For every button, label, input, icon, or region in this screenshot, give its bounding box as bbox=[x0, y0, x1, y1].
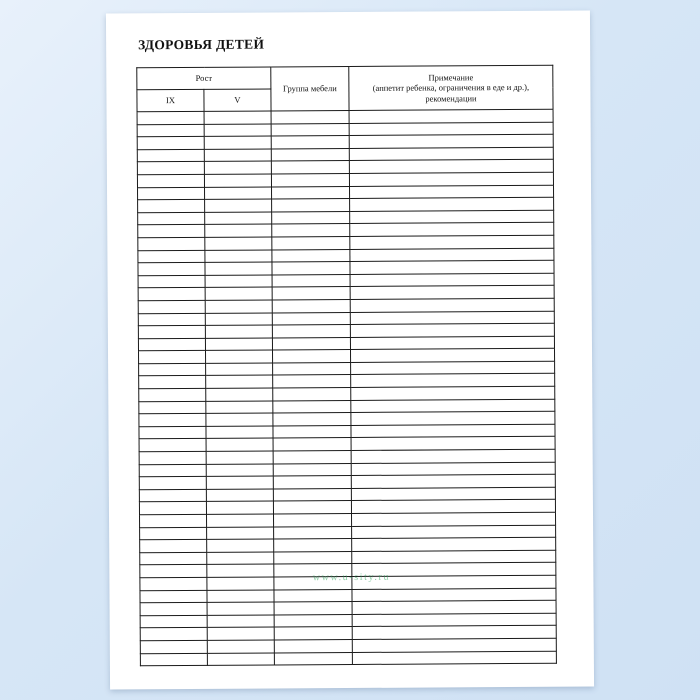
cell-note[interactable] bbox=[350, 336, 554, 350]
cell-growth-ix[interactable] bbox=[140, 590, 207, 603]
cell-growth-v[interactable] bbox=[207, 627, 274, 640]
cell-growth-v[interactable] bbox=[206, 413, 273, 426]
cell-growth-ix[interactable] bbox=[137, 174, 204, 187]
cell-growth-v[interactable] bbox=[207, 564, 274, 577]
cell-note[interactable] bbox=[349, 172, 553, 186]
column-header-note bbox=[349, 65, 553, 110]
cell-note[interactable] bbox=[352, 651, 556, 665]
cell-furniture-group[interactable] bbox=[273, 375, 351, 388]
cell-growth-ix[interactable] bbox=[140, 552, 207, 565]
cell-growth-v[interactable] bbox=[204, 161, 271, 174]
cell-note[interactable] bbox=[350, 235, 554, 249]
cell-furniture-group[interactable] bbox=[272, 312, 350, 325]
cell-growth-v[interactable] bbox=[206, 501, 273, 514]
cell-growth-ix[interactable] bbox=[137, 149, 204, 162]
cell-furniture-group[interactable] bbox=[272, 325, 350, 338]
cell-growth-ix[interactable] bbox=[138, 288, 205, 301]
cell-furniture-group[interactable] bbox=[274, 539, 352, 552]
cell-growth-v[interactable] bbox=[206, 350, 273, 363]
cell-growth-v[interactable] bbox=[207, 577, 274, 590]
cell-note[interactable] bbox=[350, 197, 554, 211]
cell-growth-v[interactable] bbox=[207, 590, 274, 603]
cell-note[interactable] bbox=[351, 462, 555, 476]
document-content bbox=[136, 35, 568, 667]
cell-growth-v[interactable] bbox=[205, 262, 272, 275]
cell-growth-ix[interactable] bbox=[138, 300, 205, 313]
cell-growth-v[interactable] bbox=[206, 476, 273, 489]
cell-furniture-group[interactable] bbox=[274, 602, 352, 615]
cell-furniture-group[interactable] bbox=[272, 224, 350, 237]
cell-furniture-group[interactable] bbox=[273, 438, 351, 451]
cell-note[interactable] bbox=[351, 361, 555, 375]
cell-growth-v[interactable] bbox=[204, 124, 271, 137]
cell-growth-v[interactable] bbox=[205, 300, 272, 313]
cell-furniture-group[interactable] bbox=[274, 652, 352, 665]
cell-growth-ix[interactable] bbox=[140, 628, 207, 641]
cell-growth-v[interactable] bbox=[205, 250, 272, 263]
cell-furniture-group[interactable] bbox=[273, 388, 351, 401]
cell-note[interactable] bbox=[352, 563, 556, 577]
cell-growth-ix[interactable] bbox=[138, 313, 205, 326]
cell-furniture-group[interactable] bbox=[274, 526, 352, 539]
cell-note[interactable] bbox=[352, 550, 556, 564]
cell-note[interactable] bbox=[351, 487, 555, 501]
cell-growth-ix[interactable] bbox=[140, 514, 207, 527]
cell-note[interactable] bbox=[350, 260, 554, 274]
note-header-line-2: (аппетит ребенка, ограничения в еде и др.), bbox=[372, 82, 530, 94]
cell-growth-ix[interactable] bbox=[138, 187, 205, 200]
cell-growth-ix[interactable] bbox=[140, 615, 207, 628]
cell-note[interactable] bbox=[350, 248, 554, 262]
cell-furniture-group[interactable] bbox=[274, 513, 352, 526]
table-body bbox=[137, 109, 556, 666]
cell-growth-v[interactable] bbox=[206, 464, 273, 477]
cell-growth-ix[interactable] bbox=[139, 414, 206, 427]
cell-note[interactable] bbox=[349, 109, 553, 123]
cell-growth-v[interactable] bbox=[205, 224, 272, 237]
cell-growth-v[interactable] bbox=[206, 401, 273, 414]
cell-note[interactable] bbox=[352, 638, 556, 652]
cell-growth-v[interactable] bbox=[205, 312, 272, 325]
cell-note[interactable] bbox=[352, 588, 556, 602]
cell-growth-v[interactable] bbox=[204, 174, 271, 187]
cell-growth-ix[interactable] bbox=[140, 540, 207, 553]
cell-furniture-group[interactable] bbox=[273, 425, 351, 438]
cell-growth-v[interactable] bbox=[204, 149, 271, 162]
cell-note[interactable] bbox=[352, 537, 556, 551]
cell-growth-v[interactable] bbox=[205, 325, 272, 338]
cell-note[interactable] bbox=[351, 474, 555, 488]
cell-growth-v[interactable] bbox=[206, 388, 273, 401]
cell-furniture-group[interactable] bbox=[273, 463, 351, 476]
column-header-growth-ix: IX bbox=[137, 89, 204, 111]
cell-growth-ix[interactable] bbox=[138, 338, 205, 351]
cell-note[interactable] bbox=[350, 349, 554, 363]
cell-furniture-group[interactable] bbox=[273, 501, 351, 514]
table-row bbox=[140, 651, 556, 666]
cell-note[interactable] bbox=[352, 600, 556, 614]
cell-note[interactable] bbox=[351, 399, 555, 413]
cell-growth-v[interactable] bbox=[205, 187, 272, 200]
cell-note[interactable] bbox=[349, 122, 553, 136]
cell-furniture-group[interactable] bbox=[272, 337, 350, 350]
cell-growth-ix[interactable] bbox=[140, 527, 207, 540]
cell-growth-v[interactable] bbox=[205, 338, 272, 351]
cell-note[interactable] bbox=[349, 185, 553, 199]
cell-furniture-group[interactable] bbox=[272, 262, 350, 275]
cell-growth-ix[interactable] bbox=[139, 351, 206, 364]
cell-furniture-group[interactable] bbox=[271, 136, 349, 149]
cell-growth-ix[interactable] bbox=[138, 250, 205, 263]
cell-growth-ix[interactable] bbox=[139, 464, 206, 477]
cell-furniture-group[interactable] bbox=[272, 299, 350, 312]
column-header-growth-v: V bbox=[204, 89, 271, 111]
cell-growth-ix[interactable] bbox=[138, 200, 205, 213]
cell-furniture-group[interactable] bbox=[272, 274, 350, 287]
cell-growth-ix[interactable] bbox=[140, 640, 207, 653]
cell-growth-ix[interactable] bbox=[139, 477, 206, 490]
document-sheet bbox=[106, 11, 594, 690]
cell-growth-ix[interactable] bbox=[139, 451, 206, 464]
cell-furniture-group[interactable] bbox=[272, 236, 350, 249]
cell-furniture-group[interactable] bbox=[271, 123, 349, 136]
cell-note[interactable] bbox=[350, 286, 554, 300]
page-title: ЗДОРОВЬЯ ДЕТЕЙ bbox=[138, 36, 265, 53]
cell-note[interactable] bbox=[351, 411, 555, 425]
cell-note[interactable] bbox=[351, 512, 555, 526]
note-header-line-1: Примечание bbox=[428, 72, 474, 83]
cell-growth-ix[interactable] bbox=[138, 263, 205, 276]
cell-growth-ix[interactable] bbox=[138, 275, 205, 288]
cell-note[interactable] bbox=[351, 386, 555, 400]
cell-note[interactable] bbox=[351, 449, 555, 463]
table-header bbox=[137, 65, 553, 112]
cell-furniture-group[interactable] bbox=[272, 287, 350, 300]
cell-growth-v[interactable] bbox=[205, 275, 272, 288]
cell-furniture-group[interactable] bbox=[272, 249, 350, 262]
cell-growth-ix[interactable] bbox=[140, 653, 207, 666]
cell-furniture-group[interactable] bbox=[272, 211, 350, 224]
cell-furniture-group[interactable] bbox=[272, 186, 350, 199]
cell-note[interactable] bbox=[351, 500, 555, 514]
cell-growth-v[interactable] bbox=[207, 652, 274, 665]
cell-growth-v[interactable] bbox=[206, 489, 273, 502]
cell-furniture-group[interactable] bbox=[273, 413, 351, 426]
watermark-text: www.u-sity.ru bbox=[312, 571, 391, 584]
cell-growth-ix[interactable] bbox=[139, 401, 206, 414]
cell-furniture-group[interactable] bbox=[274, 576, 352, 589]
cell-note[interactable] bbox=[352, 613, 556, 627]
cell-note[interactable] bbox=[349, 160, 553, 174]
cell-growth-ix[interactable] bbox=[139, 388, 206, 401]
cell-growth-v[interactable] bbox=[206, 426, 273, 439]
cell-growth-ix[interactable] bbox=[138, 237, 205, 250]
cell-growth-v[interactable] bbox=[207, 527, 274, 540]
cell-growth-ix[interactable] bbox=[138, 325, 205, 338]
cell-furniture-group[interactable] bbox=[273, 400, 351, 413]
cell-growth-ix[interactable] bbox=[137, 162, 204, 175]
cell-note[interactable] bbox=[349, 147, 553, 161]
cell-furniture-group[interactable] bbox=[271, 111, 349, 124]
cell-note[interactable] bbox=[351, 374, 555, 388]
cell-note[interactable] bbox=[350, 298, 554, 312]
cell-growth-ix[interactable] bbox=[139, 502, 206, 515]
cell-growth-ix[interactable] bbox=[137, 124, 204, 137]
cell-note[interactable] bbox=[350, 273, 554, 287]
cell-furniture-group[interactable] bbox=[274, 589, 352, 602]
cell-furniture-group[interactable] bbox=[274, 627, 352, 640]
cell-growth-v[interactable] bbox=[207, 539, 274, 552]
cell-note[interactable] bbox=[352, 626, 556, 640]
cell-furniture-group[interactable] bbox=[271, 161, 349, 174]
cell-furniture-group[interactable] bbox=[273, 362, 351, 375]
cell-furniture-group[interactable] bbox=[273, 350, 351, 363]
cell-growth-ix[interactable] bbox=[137, 111, 204, 124]
cell-growth-ix[interactable] bbox=[139, 439, 206, 452]
cell-growth-v[interactable] bbox=[206, 451, 273, 464]
cell-note[interactable] bbox=[349, 134, 553, 148]
cell-growth-v[interactable] bbox=[205, 212, 272, 225]
cell-growth-ix[interactable] bbox=[140, 577, 207, 590]
cell-growth-ix[interactable] bbox=[139, 426, 206, 439]
cell-growth-v[interactable] bbox=[204, 111, 271, 124]
cell-growth-ix[interactable] bbox=[139, 489, 206, 502]
health-record-table bbox=[136, 65, 557, 667]
cell-furniture-group[interactable] bbox=[273, 476, 351, 489]
cell-furniture-group[interactable] bbox=[273, 488, 351, 501]
column-header-growth: Рост bbox=[137, 67, 271, 90]
cell-growth-ix[interactable] bbox=[138, 212, 205, 225]
cell-growth-v[interactable] bbox=[207, 552, 274, 565]
cell-growth-ix[interactable] bbox=[138, 225, 205, 238]
cell-growth-v[interactable] bbox=[204, 136, 271, 149]
cell-furniture-group[interactable] bbox=[274, 564, 352, 577]
cell-furniture-group[interactable] bbox=[274, 639, 352, 652]
cell-note[interactable] bbox=[350, 210, 554, 224]
cell-growth-v[interactable] bbox=[206, 363, 273, 376]
cell-growth-ix[interactable] bbox=[140, 565, 207, 578]
cell-growth-v[interactable] bbox=[205, 199, 272, 212]
cell-growth-v[interactable] bbox=[205, 237, 272, 250]
cell-note[interactable] bbox=[352, 575, 556, 589]
cell-growth-ix[interactable] bbox=[139, 363, 206, 376]
cell-furniture-group[interactable] bbox=[273, 451, 351, 464]
cell-growth-v[interactable] bbox=[207, 602, 274, 615]
cell-growth-ix[interactable] bbox=[140, 603, 207, 616]
cell-growth-v[interactable] bbox=[207, 615, 274, 628]
cell-furniture-group[interactable] bbox=[274, 614, 352, 627]
cell-note[interactable] bbox=[352, 525, 556, 539]
cell-furniture-group[interactable] bbox=[272, 199, 350, 212]
cell-note[interactable] bbox=[350, 223, 554, 237]
cell-growth-v[interactable] bbox=[205, 287, 272, 300]
cell-growth-v[interactable] bbox=[206, 438, 273, 451]
cell-furniture-group[interactable] bbox=[271, 173, 349, 186]
note-header-line-3: рекомендации bbox=[425, 92, 477, 104]
cell-growth-v[interactable] bbox=[207, 640, 274, 653]
cell-growth-v[interactable] bbox=[206, 375, 273, 388]
cell-furniture-group[interactable] bbox=[274, 551, 352, 564]
cell-note[interactable] bbox=[351, 437, 555, 451]
cell-growth-ix[interactable] bbox=[137, 137, 204, 150]
cell-note[interactable] bbox=[350, 323, 554, 337]
cell-furniture-group[interactable] bbox=[271, 148, 349, 161]
column-header-furniture-group: Группа мебели bbox=[271, 67, 349, 111]
cell-note[interactable] bbox=[350, 311, 554, 325]
cell-growth-ix[interactable] bbox=[139, 376, 206, 389]
cell-note[interactable] bbox=[351, 424, 555, 438]
header-row-top bbox=[137, 65, 553, 90]
cell-growth-v[interactable] bbox=[207, 514, 274, 527]
